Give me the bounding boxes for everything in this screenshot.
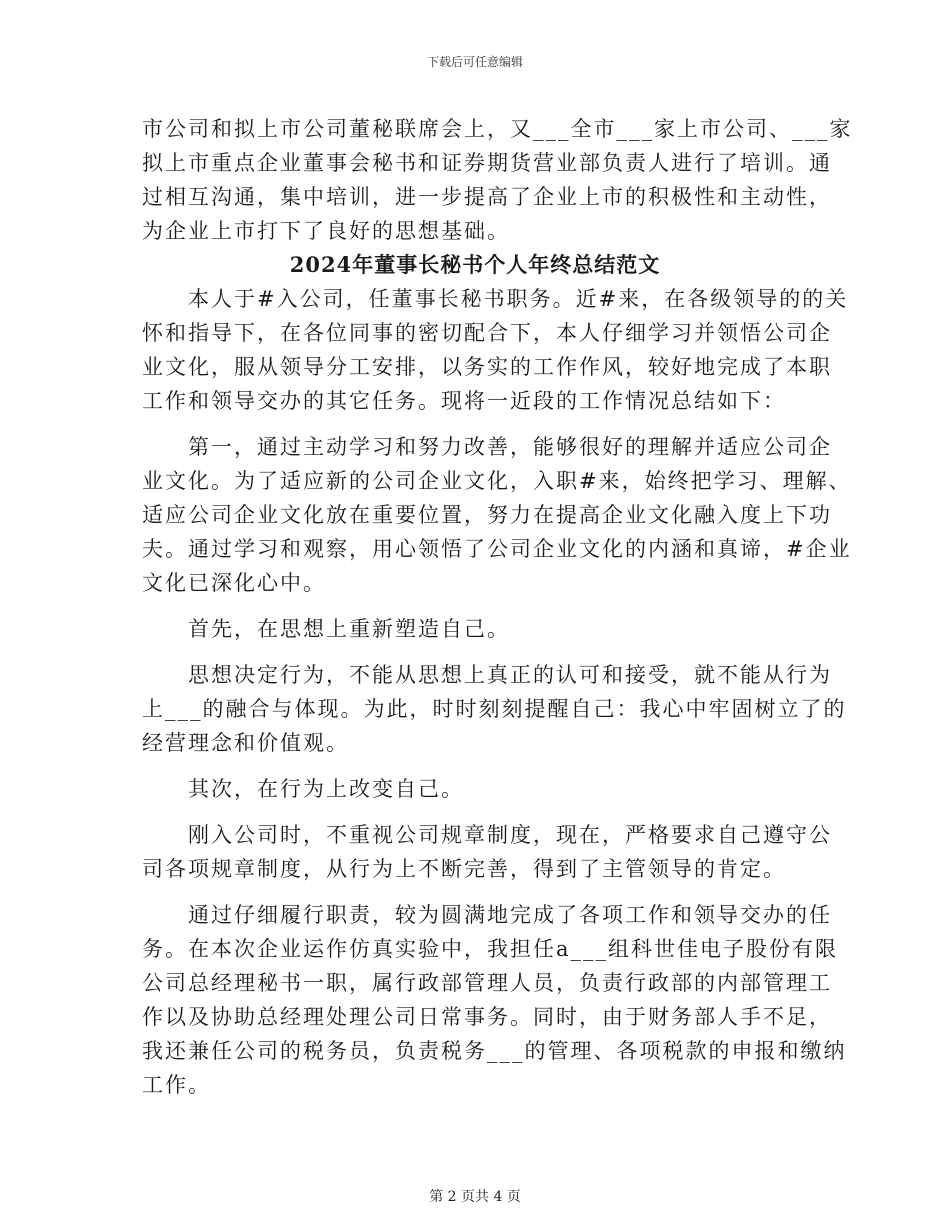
text-line: 第一，通过主动学习和努力改善，能够很好的理解并适应公司企: [188, 435, 832, 459]
text-line: 过相互沟通，集中培训，进一步提高了企业上市的积极性和主动性，: [142, 185, 832, 209]
paragraph: [142, 430, 852, 600]
text-line: 经营理念和价值观。: [142, 731, 349, 755]
paragraph: [142, 818, 832, 886]
intro-paragraph: [142, 112, 853, 248]
text-line: 司各项规章制度，从行为上不断完善，得到了主管领导的肯定。: [142, 857, 786, 881]
text-line: 公司总经理秘书一职，属行政部管理人员，负责行政部的内部管理工: [142, 971, 832, 995]
document-body: [142, 112, 853, 1102]
text-line: 通过仔细履行职责，较为圆满地完成了各项工作和领导交办的任: [188, 903, 832, 927]
text-line: 为企业上市打下了良好的思想基础。: [142, 219, 510, 243]
paragraph: [142, 612, 808, 646]
text-line: 业文化。为了适应新的公司企业文化，入职#来，始终把学习、理解、: [142, 469, 852, 493]
text-line: 市公司和拟上市公司董秘联席会上，又___全市___家上市公司、___家: [142, 117, 853, 141]
text-line: 适应公司企业文化放在重要位置，努力在提高企业文化融入度上下功: [142, 503, 832, 527]
text-line: 工作。: [142, 1073, 211, 1097]
text-line: 夫。通过学习和观察，用心领悟了公司企业文化的内涵和真谛，#企业: [142, 537, 852, 561]
paragraph: [142, 898, 847, 1102]
text-line: 怀和指导下，在各位同事的密切配合下，本人仔细学习并领悟公司企: [142, 321, 832, 345]
text-line: 本人于#入公司，任董事长秘书职务。近#来，在各级领导的的关: [188, 287, 849, 311]
text-line: 上___的融合与体现。为此，时时刻刻提醒自己：我心中牢固树立了的: [142, 697, 847, 721]
text-line: 文化已深化心中。: [142, 571, 326, 595]
text-line: 工作和领导交办的其它任务。现将一近段的工作情况总结如下：: [142, 389, 786, 413]
paragraph: [142, 772, 808, 806]
page-footer: 第 2 页共 4 页: [429, 1189, 521, 1205]
text-line: 业文化，服从领导分工安排，以务实的工作作风，较好地完成了本职: [142, 355, 832, 379]
text-line: 作以及协助总经理处理公司日常事务。同时，由于财务部人手不足，: [142, 1005, 832, 1029]
text-line: 思想决定行为，不能从思想上真正的认可和接受，就不能从行为: [188, 663, 832, 687]
paragraph: [142, 658, 847, 760]
paragraph-list: [142, 282, 852, 1102]
document-title: 2024年董事长秘书个人年终总结范文: [289, 252, 661, 277]
paragraph: [142, 282, 849, 418]
text-line: 务。在本次企业运作仿真实验中，我担任a___组科世佳电子股份有限: [142, 937, 839, 961]
text-line: 首先，在思想上重新塑造自己。: [188, 617, 510, 641]
text-line: 刚入公司时，不重视公司规章制度，现在，严格要求自己遵守公: [188, 823, 832, 847]
page-header: 下载后可任意编辑: [426, 55, 523, 69]
text-line: 我还兼任公司的税务员，负责税务___的管理、各项税款的申报和缴纳: [142, 1039, 847, 1063]
text-line: 拟上市重点企业董事会秘书和证券期货营业部负责人进行了培训。通: [142, 151, 832, 175]
text-line: 其次，在行为上改变自己。: [188, 777, 464, 801]
